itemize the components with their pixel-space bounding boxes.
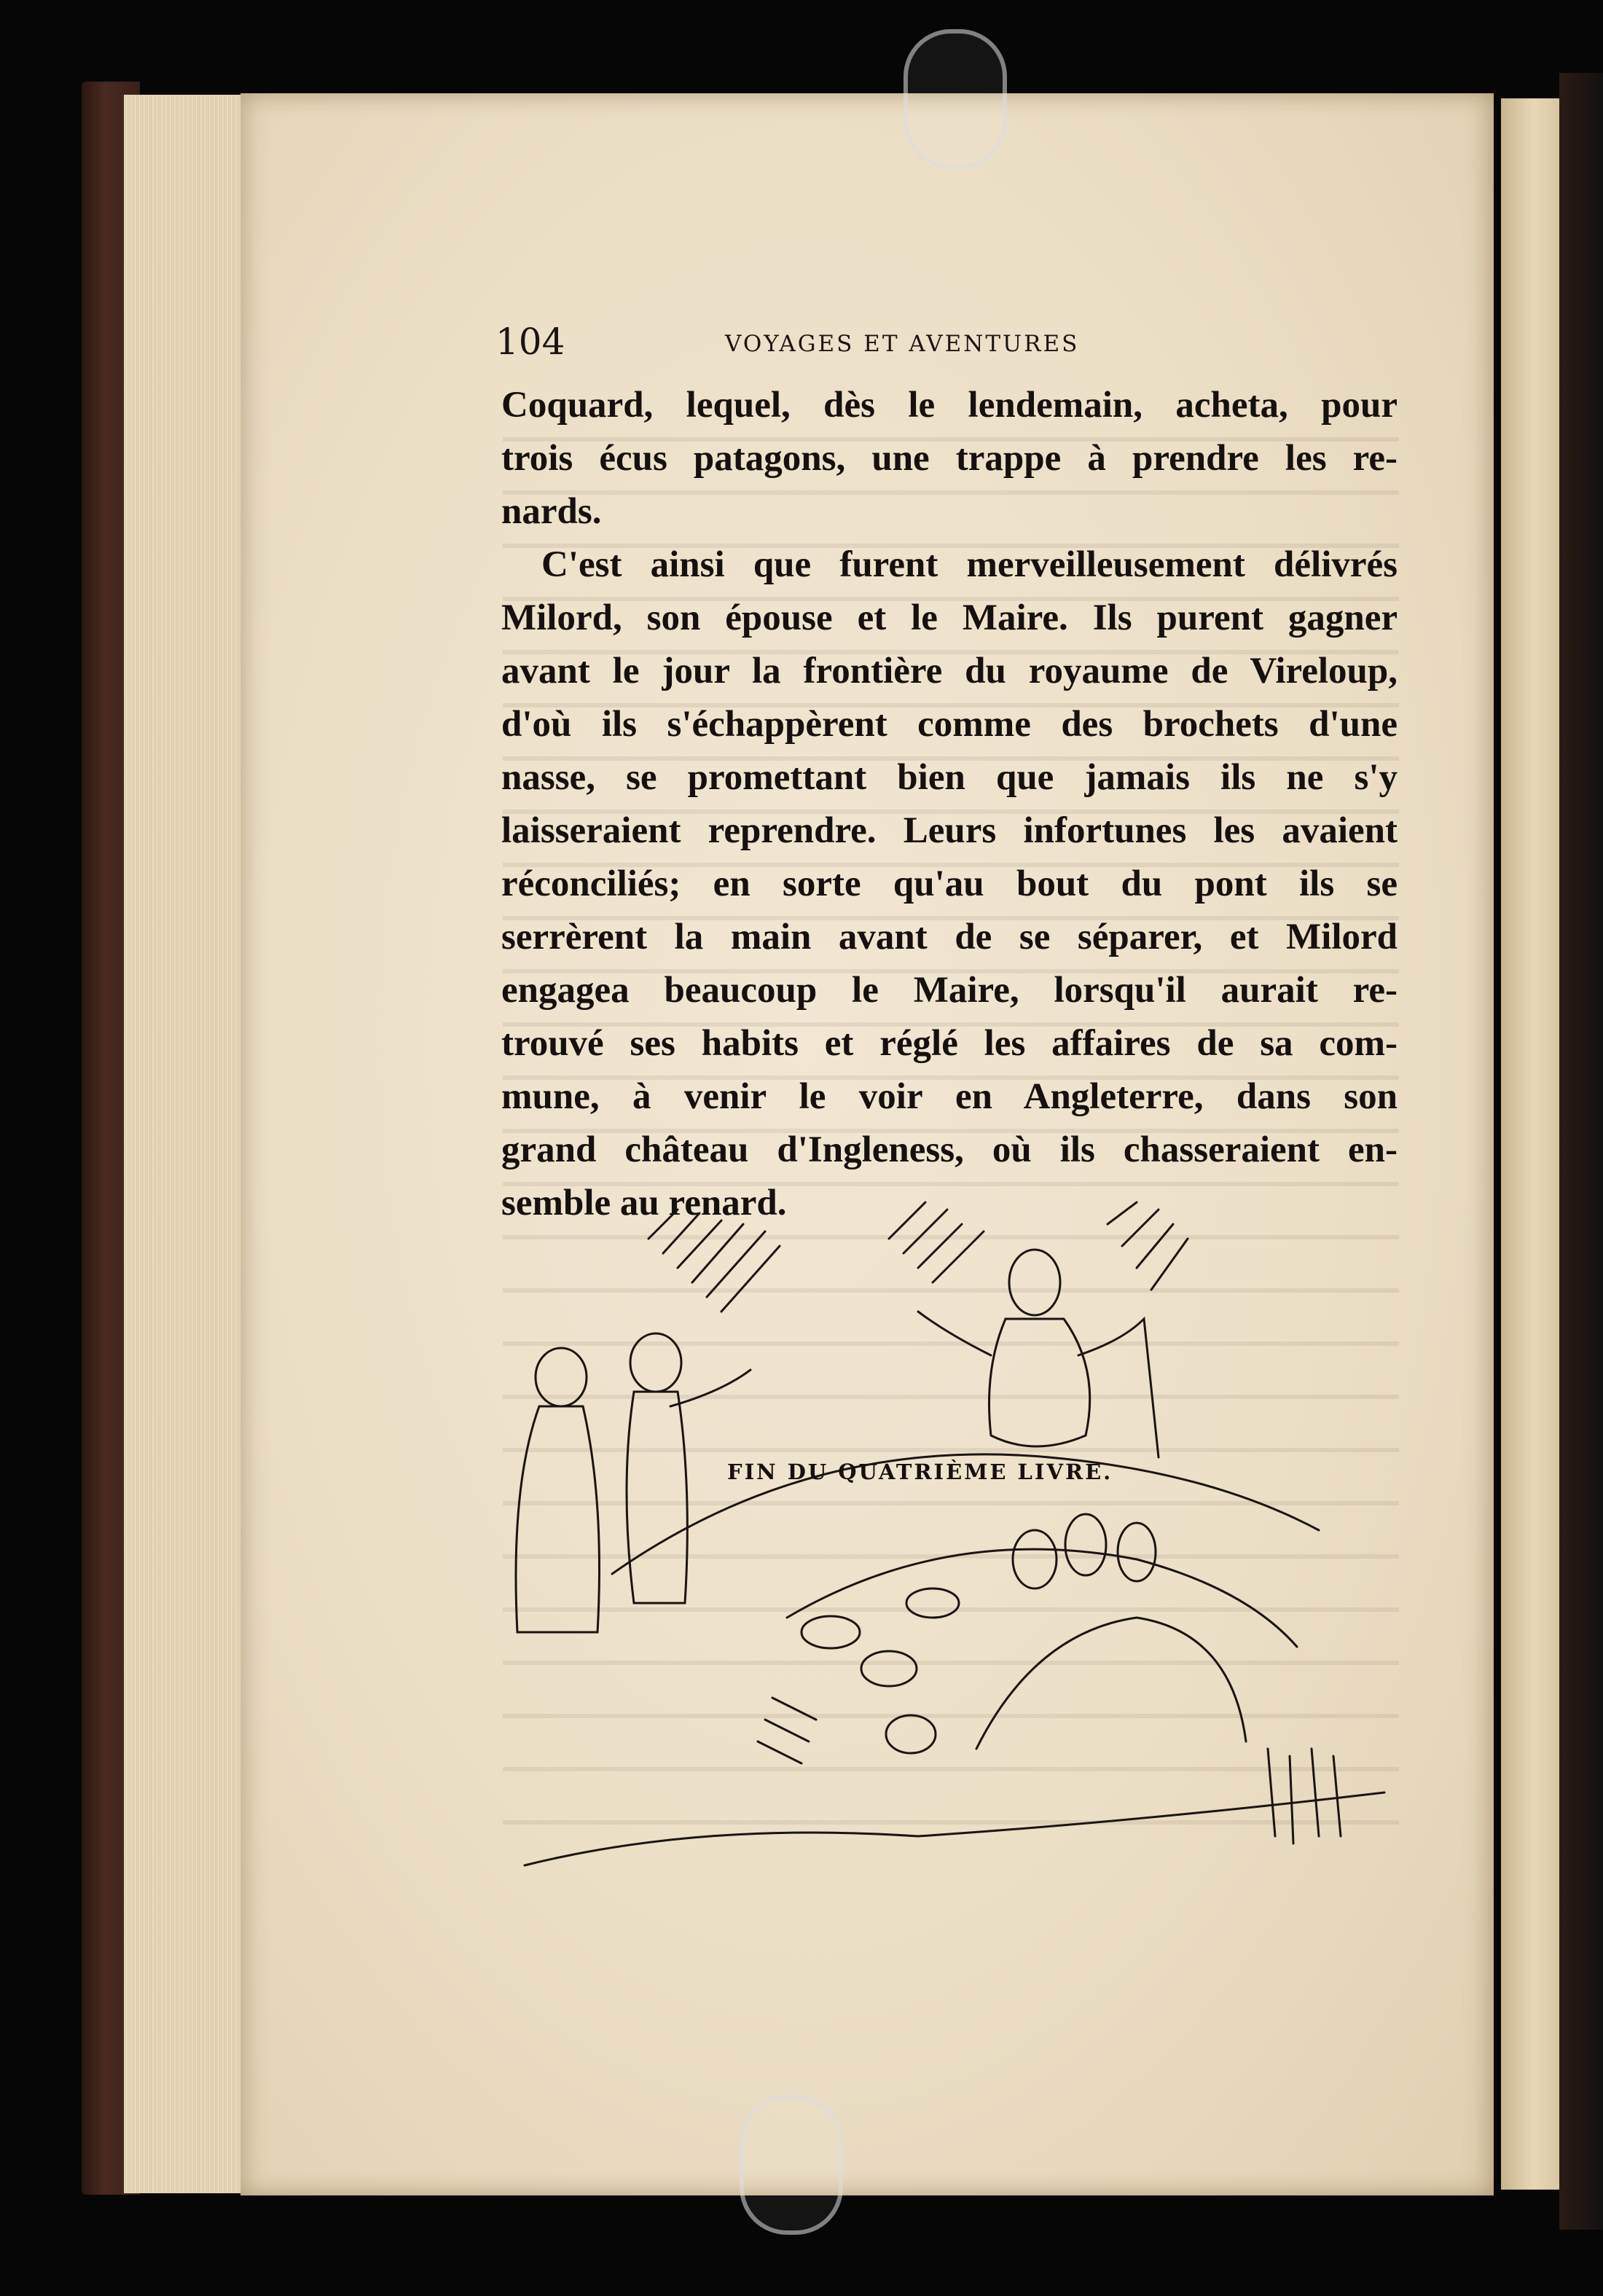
bridge-illustration: [481, 1195, 1428, 1895]
text-line: engagea beaucoup le Maire, lorsqu'il aurait re-: [501, 970, 1398, 1011]
running-header: [495, 321, 1392, 372]
text-line: avant le jour la frontière du royaume de Vireloup,: [501, 651, 1398, 691]
right-book-cover: [1559, 73, 1603, 2230]
page-number: 104: [495, 321, 565, 363]
page-edges: [124, 95, 246, 2193]
text-line: nards.: [501, 491, 602, 532]
text-line: laisseraient reprendre. Leurs infortunes les avaient: [501, 810, 1398, 851]
text-line: trouvé ses habits et réglé les affaires de sa com-: [501, 1023, 1398, 1064]
caption-end-of-book: FIN DU QUATRIÈME LIVRE.: [727, 1460, 1113, 1484]
text-line: C'est ainsi que furent merveilleusement délivrés: [541, 544, 1398, 585]
text-line: Milord, son épouse et le Maire. Ils purent gagner: [501, 597, 1398, 638]
text-line: trois écus patagons, une trappe à prendre les re-: [501, 438, 1398, 479]
text-line: serrèrent la main avant de se séparer, et Milord: [501, 917, 1398, 957]
body-text: [501, 379, 1398, 1230]
running-head-title: VOYAGES ET AVENTURES: [725, 331, 1080, 357]
text-line: nasse, se promettant bien que jamais ils ne s'y: [501, 757, 1398, 798]
facing-page-edge: [1501, 98, 1567, 2190]
sketch-lines: [516, 1202, 1384, 1865]
text-line: mune, à venir le voir en Angleterre, dans son: [501, 1076, 1398, 1117]
text-line: Coquard, lequel, dès le lendemain, acheta, pour: [501, 385, 1398, 426]
text-line: d'où ils s'échappèrent comme des brochets d'une: [501, 704, 1398, 745]
text-line: grand château d'Ingleness, où ils chasseraient en-: [501, 1129, 1398, 1170]
text-line: semble au renard.: [501, 1183, 787, 1223]
top-page-clip: [904, 29, 1007, 169]
bottom-page-clip: [740, 2095, 843, 2235]
text-line: réconciliés; en sorte qu'au bout du pont ils se: [501, 863, 1398, 904]
